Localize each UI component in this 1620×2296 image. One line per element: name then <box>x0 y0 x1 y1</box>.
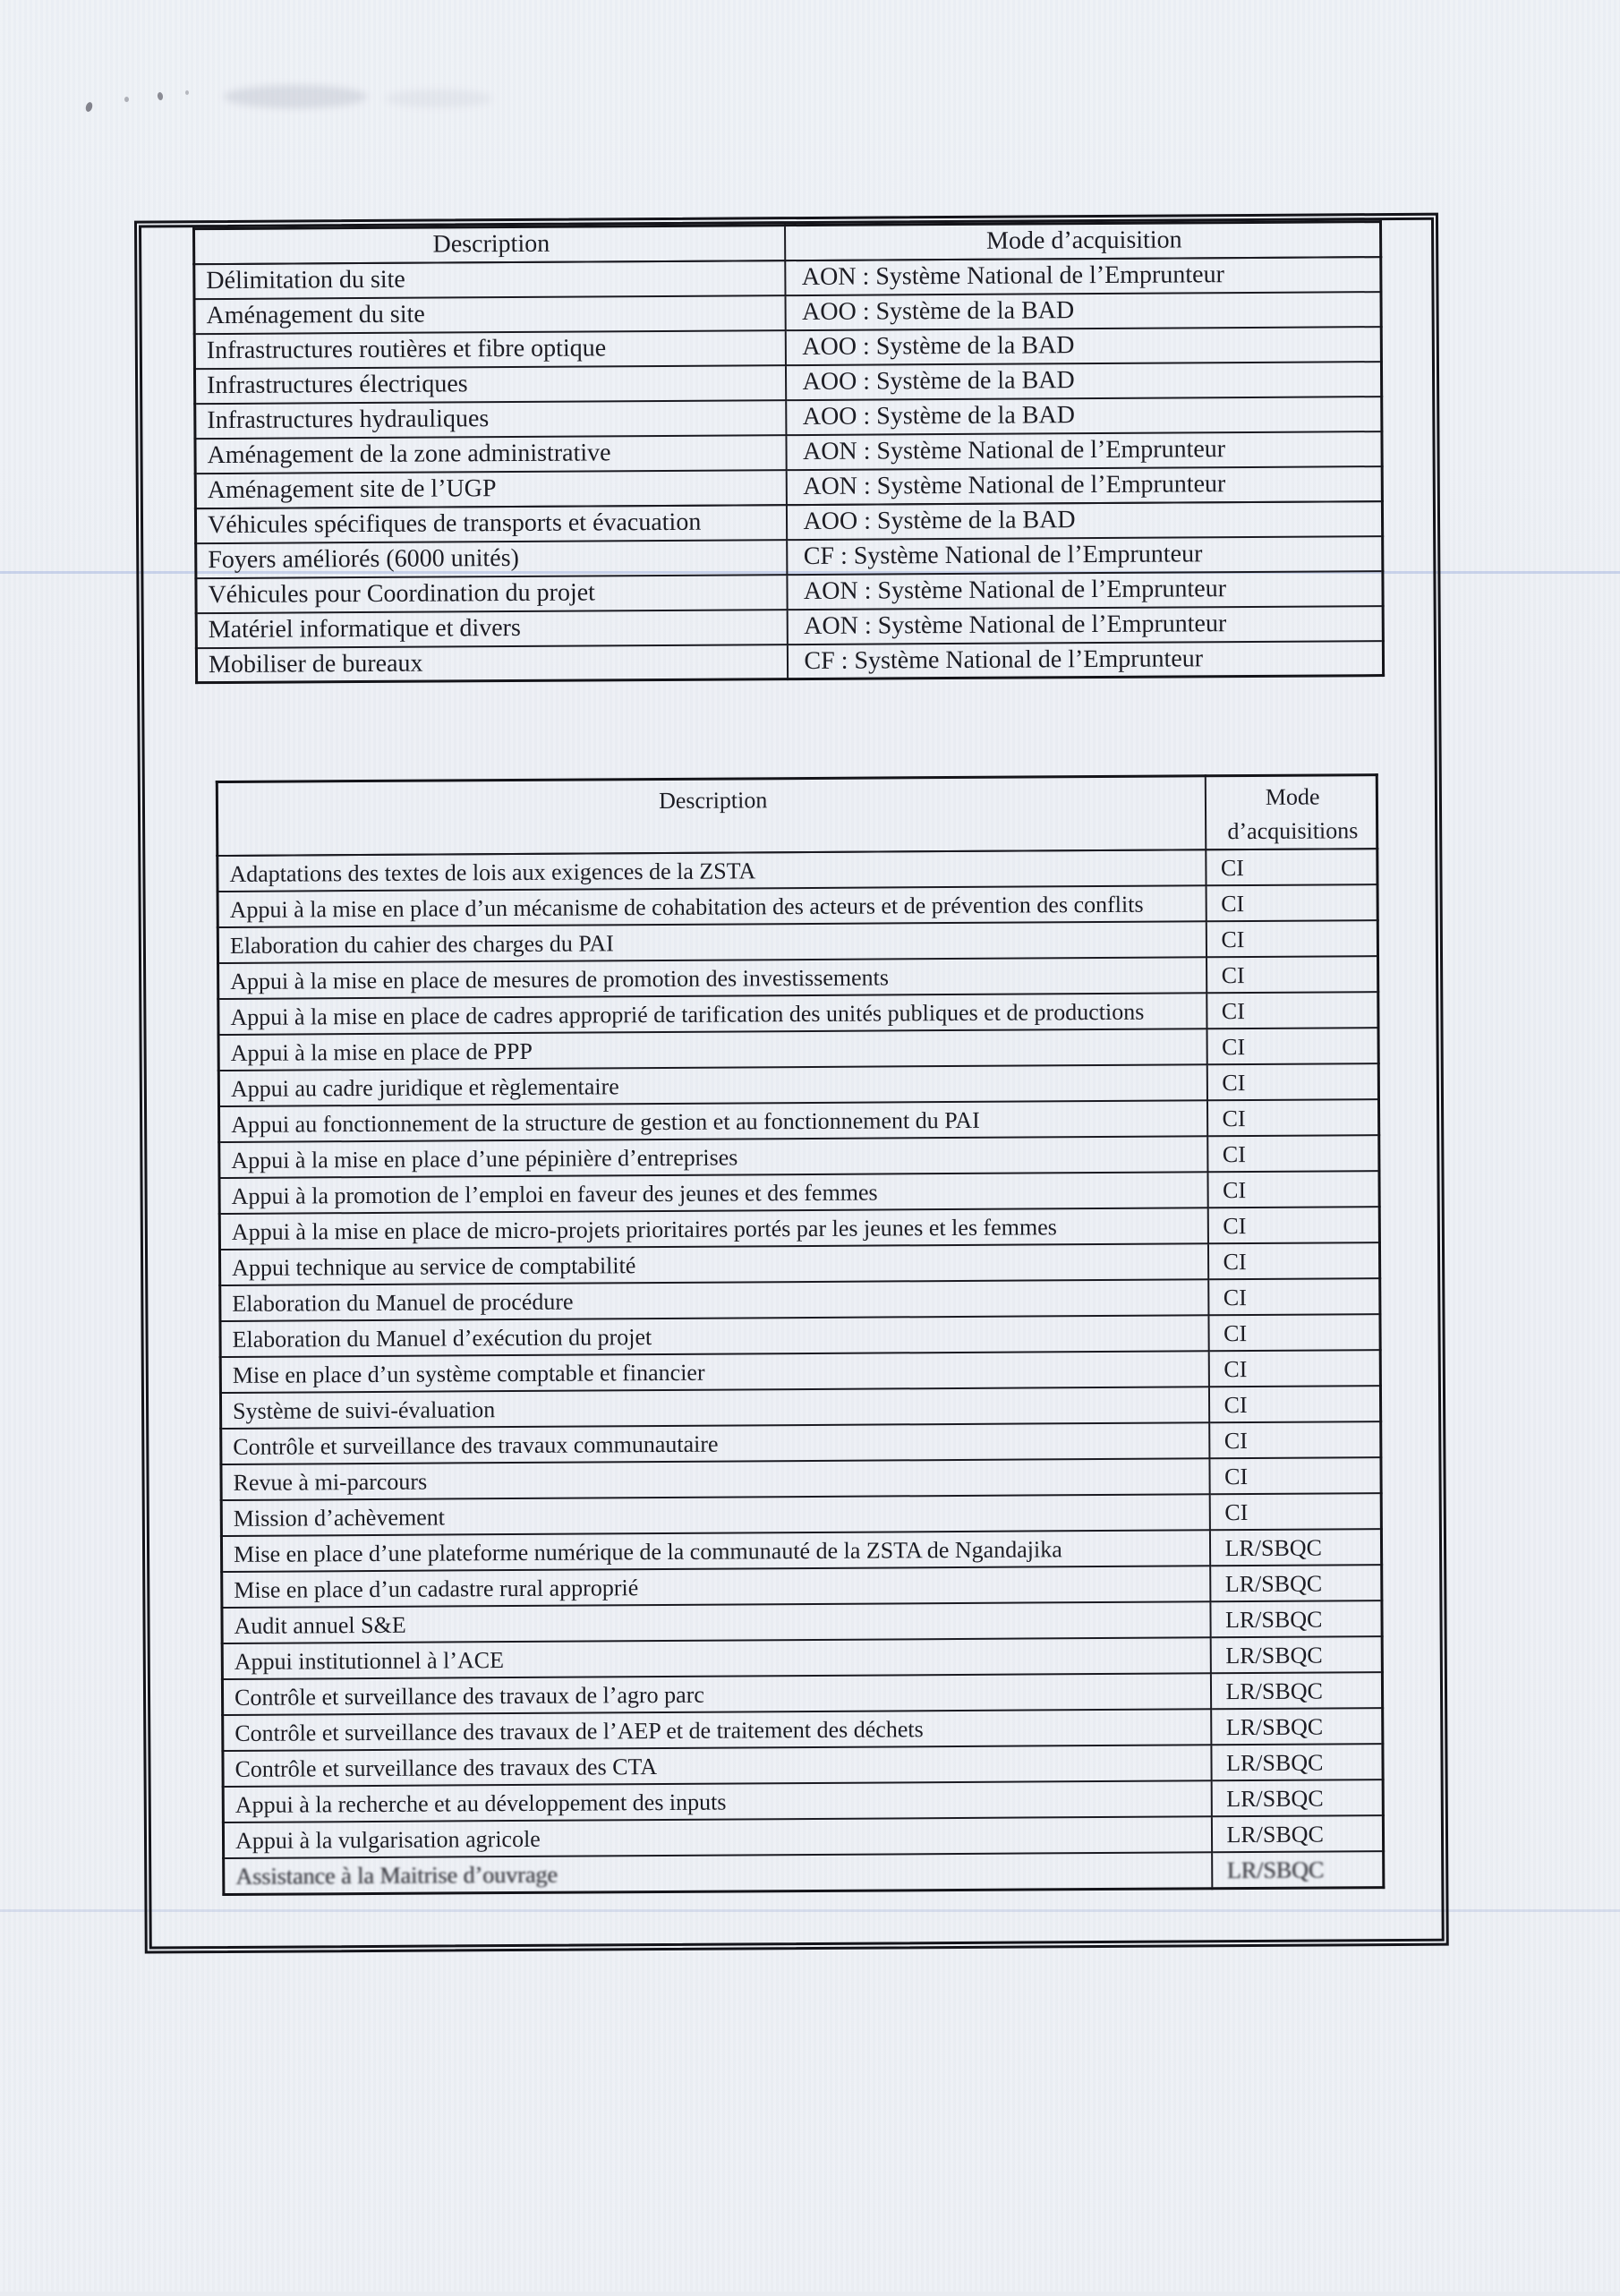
mode-cell: CI <box>1206 956 1378 993</box>
description-cell: Infrastructures routières et fibre optique <box>194 330 785 369</box>
description-cell: Appui à la mise en place de mesures de promotion des investissements <box>218 957 1206 999</box>
mode-cell: LR/SBQC <box>1211 1815 1383 1852</box>
description-cell: Appui à la recherche et au développement des inputs <box>223 1780 1211 1822</box>
description-cell: Appui à la vulgarisation agricole <box>223 1816 1211 1858</box>
mode-cell: AOO : Système de la BAD <box>785 362 1381 400</box>
description-cell: Aménagement site de l’UGP <box>195 470 786 508</box>
mode-cell: AOO : Système de la BAD <box>785 327 1381 365</box>
description-cell: Adaptations des textes de lois aux exigences de la ZSTA <box>217 849 1206 892</box>
description-cell: Elaboration du Manuel d’exécution du projet <box>220 1315 1208 1357</box>
description-cell: Infrastructures électriques <box>194 365 785 404</box>
mode-cell: CI <box>1208 1314 1380 1351</box>
description-cell: Revue à mi-parcours <box>221 1458 1209 1500</box>
mode-cell: CI <box>1208 1350 1380 1387</box>
procurement-table-consultants <box>216 773 1386 1896</box>
description-cell: Véhicules pour Coordination du projet <box>196 575 787 613</box>
mode-cell: AOO : Système de la BAD <box>786 501 1382 540</box>
mode-cell: CI <box>1207 1171 1379 1208</box>
mode-cell: LR/SBQC <box>1210 1565 1382 1601</box>
mode-cell: CI <box>1206 884 1377 921</box>
mode-cell: LR/SBQC <box>1211 1780 1383 1816</box>
mode-cell: CI <box>1206 1099 1378 1136</box>
description-cell: Infrastructures hydrauliques <box>195 400 786 439</box>
description-cell: Appui au fonctionnement de la structure de gestion et au fonctionnement du PAI <box>219 1100 1207 1142</box>
description-cell: Foyers améliorés (6000 unités) <box>196 540 787 578</box>
mode-cell: CI <box>1209 1421 1381 1458</box>
description-cell: Appui à la mise en place de cadres approprié de tarification des unités publiques et de productions <box>218 993 1206 1035</box>
mode-cell: AON : Système National de l’Emprunteur <box>785 257 1381 295</box>
description-cell: Mise en place d’un système comptable et financier <box>220 1351 1208 1393</box>
description-cell: Aménagement de la zone administrative <box>195 435 786 474</box>
description-cell: Audit annuel S&E <box>222 1601 1210 1643</box>
mode-cell: AON : Système National de l’Emprunteur <box>787 606 1383 644</box>
column-header-mode: Mode d’acquisition <box>785 222 1381 260</box>
mode-cell: CI <box>1206 920 1377 957</box>
mode-cell: LR/SBQC <box>1210 1600 1382 1637</box>
description-cell: Mobiliser de bureaux <box>196 644 787 683</box>
description-cell: Elaboration du cahier des charges du PAI <box>217 921 1206 963</box>
mode-cell: AON : Système National de l’Emprunteur <box>786 466 1382 505</box>
mode-cell: AON : Système National de l’Emprunteur <box>786 431 1382 470</box>
mode-cell: CI <box>1209 1457 1381 1494</box>
description-cell: Mise en place d’une plateforme numérique de la communauté de la ZSTA de Ngandajika <box>221 1530 1209 1572</box>
mode-cell: LR/SBQC <box>1210 1672 1382 1709</box>
description-cell: Mission d’achèvement <box>221 1494 1209 1536</box>
table-row <box>196 641 1383 683</box>
description-cell: Système de suivi-évaluation <box>220 1387 1208 1429</box>
description-cell: Matériel informatique et divers <box>196 610 787 648</box>
description-cell: Contrôle et surveillance des travaux de l’AEP et de traitement des déchets <box>223 1709 1211 1751</box>
mode-cell: CI <box>1206 992 1378 1029</box>
mode-cell: LR/SBQC <box>1210 1636 1382 1673</box>
description-cell: Appui à la mise en place d’un mécanisme de cohabitation des acteurs et de prévention des conflits <box>217 885 1206 927</box>
description-cell: Appui à la mise en place de PPP <box>218 1029 1206 1071</box>
mode-cell: LR/SBQC <box>1211 1744 1383 1780</box>
description-cell: Contrôle et surveillance des travaux de l’agro parc <box>222 1673 1210 1715</box>
mode-cell: LR/SBQC <box>1209 1529 1381 1566</box>
mode-cell: CI <box>1208 1386 1380 1422</box>
mode-cell: CI <box>1209 1493 1381 1530</box>
mode-cell: AOO : Système de la BAD <box>786 397 1382 435</box>
description-cell: Aménagement du site <box>194 295 785 334</box>
table-row <box>224 1851 1384 1894</box>
mode-cell: AON : Système National de l’Emprunteur <box>787 571 1383 610</box>
description-cell: Appui à la promotion de l’emploi en faveur des jeunes et des femmes <box>219 1172 1207 1214</box>
mode-cell: CI <box>1206 1063 1378 1100</box>
description-cell: Elaboration du Manuel de procédure <box>220 1279 1208 1321</box>
mode-cell: CI <box>1206 849 1377 885</box>
description-cell: Appui à la mise en place de micro-projets prioritaires portés par les jeunes et les femmes <box>219 1208 1207 1250</box>
mode-cell: LR/SBQC <box>1211 1708 1383 1745</box>
mode-cell: CI <box>1206 1028 1378 1064</box>
table-header-row <box>217 775 1377 856</box>
description-cell: Véhicules spécifiques de transports et évacuation <box>195 505 786 543</box>
description-cell: Assistance à la Maitrise d’ouvrage <box>224 1852 1212 1894</box>
mode-cell: AOO : Système de la BAD <box>785 292 1381 330</box>
column-header-description: Description <box>194 226 785 264</box>
description-cell: Contrôle et surveillance des travaux communautaire <box>221 1422 1209 1464</box>
mode-cell: CF : Système National de l’Emprunteur <box>787 536 1383 575</box>
mode-cell: CI <box>1207 1242 1379 1279</box>
description-cell: Délimitation du site <box>194 260 785 299</box>
mode-cell: CI <box>1208 1278 1380 1315</box>
mode-cell: CF : Système National de l’Emprunteur <box>787 641 1383 679</box>
description-cell: Contrôle et surveillance des travaux des CTA <box>223 1745 1211 1787</box>
procurement-table-works-goods <box>192 220 1385 684</box>
mode-cell: CI <box>1207 1207 1379 1243</box>
mode-cell: CI <box>1207 1135 1379 1172</box>
description-cell: Appui technique au service de comptabilité <box>219 1243 1207 1285</box>
description-cell: Appui au cadre juridique et règlementaire <box>218 1064 1206 1106</box>
description-cell: Mise en place d’un cadastre rural approprié <box>222 1566 1210 1608</box>
description-cell: Appui institutionnel à l’ACE <box>222 1637 1210 1679</box>
description-cell: Appui à la mise en place d’une pépinière d’entreprises <box>219 1136 1207 1178</box>
mode-cell: LR/SBQC <box>1212 1851 1384 1889</box>
column-header-mode: Mode d’acquisitions <box>1205 775 1377 850</box>
column-header-description: Description <box>217 776 1205 856</box>
